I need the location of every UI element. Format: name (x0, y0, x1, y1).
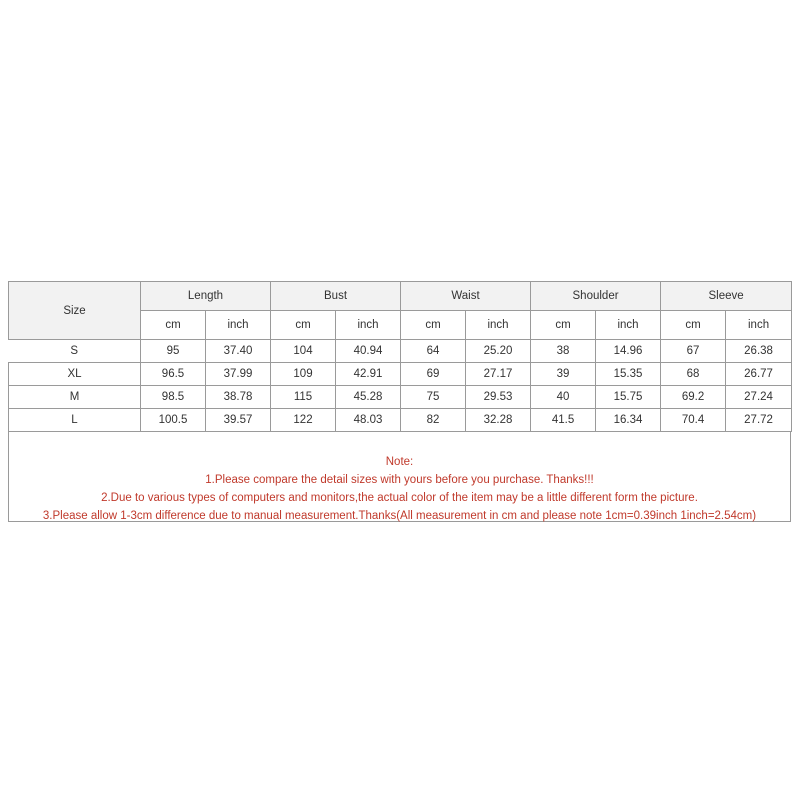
unit-header: inch (206, 311, 271, 340)
group-header-bust: Bust (271, 282, 401, 311)
size-column-header: Size (9, 282, 141, 340)
table-cell: 109 (271, 363, 336, 386)
table-cell: 69.2 (661, 386, 726, 409)
table-cell: 26.38 (726, 340, 792, 363)
table-cell: 15.75 (596, 386, 661, 409)
table-cell: 39.57 (206, 409, 271, 432)
table-cell: 104 (271, 340, 336, 363)
size-cell: S (9, 340, 141, 363)
note-line-1: 1.Please compare the detail sizes with yours before you purchase. Thanks!!! (205, 474, 594, 486)
table-cell: 64 (401, 340, 466, 363)
group-header-shoulder: Shoulder (531, 282, 661, 311)
group-header-length: Length (141, 282, 271, 311)
table-cell: 48.03 (336, 409, 401, 432)
size-chart (8, 281, 791, 522)
table-cell: 82 (401, 409, 466, 432)
group-header-waist: Waist (401, 282, 531, 311)
table-cell: 75 (401, 386, 466, 409)
table-cell: 37.40 (206, 340, 271, 363)
unit-header: cm (401, 311, 466, 340)
table-cell: 40.94 (336, 340, 401, 363)
unit-header: cm (141, 311, 206, 340)
unit-header: inch (336, 311, 401, 340)
size-cell: M (9, 386, 141, 409)
table-cell: 68 (661, 363, 726, 386)
size-cell: XL (9, 363, 141, 386)
table-cell: 122 (271, 409, 336, 432)
table-cell: 70.4 (661, 409, 726, 432)
table-cell: 41.5 (531, 409, 596, 432)
table-cell: 14.96 (596, 340, 661, 363)
table-row (9, 409, 792, 432)
table-row (9, 363, 792, 386)
table-cell: 25.20 (466, 340, 531, 363)
note-line-2: 2.Due to various types of computers and monitors,the actual color of the item may be a little different form the picture. (101, 492, 698, 504)
table-row (9, 340, 792, 363)
table-cell: 27.72 (726, 409, 792, 432)
group-header-sleeve: Sleeve (661, 282, 792, 311)
table-cell: 26.77 (726, 363, 792, 386)
size-cell: L (9, 409, 141, 432)
unit-header: cm (661, 311, 726, 340)
size-table (8, 281, 792, 432)
table-row (9, 386, 792, 409)
table-cell: 95 (141, 340, 206, 363)
note-box (8, 432, 791, 522)
table-cell: 38.78 (206, 386, 271, 409)
table-cell: 27.24 (726, 386, 792, 409)
table-cell: 40 (531, 386, 596, 409)
table-cell: 15.35 (596, 363, 661, 386)
table-cell: 39 (531, 363, 596, 386)
table-cell: 38 (531, 340, 596, 363)
table-cell: 98.5 (141, 386, 206, 409)
table-cell: 16.34 (596, 409, 661, 432)
unit-header: inch (466, 311, 531, 340)
note-line-3: 3.Please allow 1-3cm difference due to manual measurement.Thanks(All measurement in cm and please note 1cm=0.39inch 1inch=2.54cm) (42, 510, 757, 522)
unit-header: inch (596, 311, 661, 340)
unit-header: cm (531, 311, 596, 340)
table-cell: 96.5 (141, 363, 206, 386)
table-cell: 42.91 (336, 363, 401, 386)
table-cell: 67 (661, 340, 726, 363)
table-cell: 29.53 (466, 386, 531, 409)
table-cell: 100.5 (141, 409, 206, 432)
note-title: Note: (385, 456, 414, 468)
table-cell: 69 (401, 363, 466, 386)
table-cell: 37.99 (206, 363, 271, 386)
unit-header: cm (271, 311, 336, 340)
table-cell: 115 (271, 386, 336, 409)
table-cell: 45.28 (336, 386, 401, 409)
unit-header: inch (726, 311, 792, 340)
table-cell: 32.28 (466, 409, 531, 432)
table-cell: 27.17 (466, 363, 531, 386)
